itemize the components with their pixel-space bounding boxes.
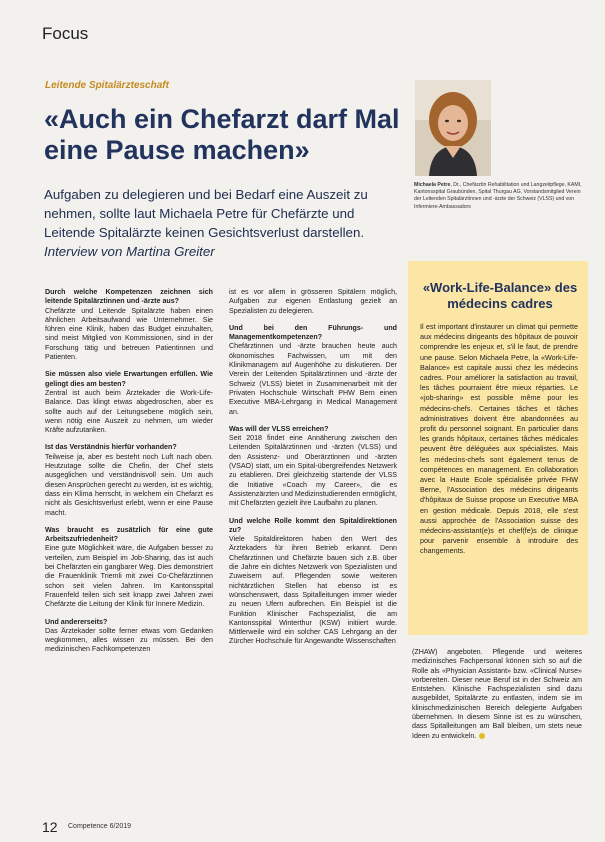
answer: Zentral ist auch beim Ärztekader die Work-Life-Balance. Das klingt etwas abgedroschen, aber es sollte auch auf der Leitungsebene möglich sein, wenn nötig eine Auszeit zu nehmen, um wieder Kräfte aufzutanken. (45, 388, 213, 435)
answer: Viele Spitaldirektoren haben den Wert des Ärztekaders für ihren Betrieb erkannt. Denn Chefärztinnen und Chefärzte bauen sich z.B. über die Jahre ein dichtes Netzwerk von Spezialisten und Zuweisern auf. Pflegenden sowie weiteren nichtärztlichen Stellen hat ebenso ist es wünschenswert, dass Spitalleitungen immer wieder zu neuen Ufern aufbrechen. Ein Beispiel ist die Funktion Klinischer Fachspezialist, die am Kantonsspital Winterthur (KSW) initiiert wurde. Mittlerweile wird ein solcher CAS Lehrgang an der Zürcher Hochschule für Angewandte Wissenschaften (229, 535, 397, 646)
answer: Chefärztinnen und -ärzte brauchen heute auch ökonomisches Fachwissen, um mit den Klinikmanagern auf Augenhöhe zu diskutieren. Der Verein der Leitenden Spitalärztinnen und -ärzte der Schweiz (VLSS) bietet in Zusammenarbeit mit der Privaten Hochschule Wirtschaft PHW Bern einen Executive MBA-Lehrgang in Medical Management an. (229, 342, 397, 416)
page-number: 12 (42, 819, 58, 835)
answer: Chefärzte und Leitende Spitalärzte haben einen ähnlichen Arbeitsaufwand wie Unternehmer. Sie führen eine Klinik, haben das Budget einzuhalten, sind meist Mitglied von Kommissionen, sind in der Forschung tätig und betreuen Patientinnen und Patienten. (45, 306, 213, 362)
info-box-title: «Work-Life-Balance» des médecins cadres (422, 280, 578, 311)
question: Sie müssen also viele Erwartungen erfüllen. Wie gelingt dies am besten? (45, 370, 213, 388)
question: Ist das Verständnis hierfür vorhanden? (45, 443, 177, 452)
article-column-3 (412, 648, 582, 741)
answer: Das Ärztekader sollte ferner etwas vom Gedanken wegkommen, alles wissen zu müssen. Bei den medizinischen Fachkompetenzen (45, 626, 213, 654)
portrait-photo (415, 80, 491, 176)
caption-text: , Dr., Chefärztin Rehabilitation und Langzeitpflege, KAMI, Kantonsspital Graubünden, Spital Thurgau AG, Vorstandsmitglied Verein der Leitenden Spitalärztinnen und -ärzte der Schweiz (VLSS) und von Infermiere-Ambassadors (414, 182, 582, 210)
question: Was will der VLSS erreichen? (229, 424, 329, 433)
caption-name: Michaela Petre (414, 182, 451, 188)
portrait-caption (414, 182, 584, 211)
headline: «Auch ein Chefarzt darf Mal eine Pause machen» (44, 104, 400, 165)
article-column-1 (45, 288, 213, 655)
lead-text: Aufgaben zu delegieren und bei Bedarf eine Auszeit zu nehmen, sollte laut Michaela Petre für Chefärzte und Leitende Spitalärzte keinen Gesichtsverlust darstellen. (44, 187, 368, 240)
question: Durch welche Kompetenzen zeichnen sich leitende Spitalärztinnen und -ärzte aus? (45, 288, 213, 306)
magazine-issue: Competence 6/2019 (68, 823, 132, 830)
lead (44, 185, 389, 261)
question: Und bei den Führungs- und Managementkompetenzen? (229, 323, 397, 342)
section-label: Focus (42, 24, 89, 43)
answer: (ZHAW) angeboten. Pflegende und weiteres medizinisches Fachpersonal können sich so auf die Rolle als «Physician Assistant» bzw. «Clinical Nurse» vorbereiten. Dieser neue Beruf ist in der Schweiz am Entstehen. Klinische Fachspezialisten sind dazu ausgebildet, Spitalärzte zu entlasten, indem sie im klinischmedizinischen Bereich delegierte Aufgaben übernehmen. In diesem Sinne ist es zu wünschen, dass Spitalleitungen am Ball bleiben, um stets neue Ideen zu entwickeln. (412, 648, 582, 740)
answer: Eine gute Möglichkeit wäre, die Aufgaben besser zu verteilen, zum Beispiel im Job-Sharing, das ist auch bei Chefärzten ein gangbarer Weg. Dies demonstriert die Frauenklinik Triemli mit zwei Co-Chefärztinnen schon seit vielen Jahren. Im Kantonsspital Frauenfeld teilen sich seit knapp zwei Jahren zwei Chefärzte die Leitung der Klinik für Innere Medizin. (45, 544, 213, 609)
end-mark-icon (479, 733, 485, 739)
answer: ist es vor allem in grösseren Spitälern möglich, Aufgaben zur eigenen Entlastung gezielt an Spezialisten zu delegieren. (229, 288, 397, 315)
question: Was braucht es zusätzlich für eine gute Arbeitszufriedenheit? (45, 525, 213, 544)
answer: Seit 2018 findet eine Annäherung zwischen den Leitenden Spitalärztinnen und -ärzten (VLSS) und den Assistenz- und Oberärztinnen und -ärzten (VSAO) statt, um ein Spital-übergreifendes Netzwerk zu etablieren. Drei gleichzeitig startende der VLSS die Initiative «Coach my Career», die es Assistenzärzten und Medizinstudierenden ermöglicht, mit Chefärzten gezielt ihre Laufbahn zu planen. (229, 434, 397, 508)
lead-author: Interview von Martina Greiter (44, 244, 215, 259)
question: Und andererseits? (45, 617, 108, 626)
portrait-illustration (415, 80, 491, 176)
info-box-text: Il est important d'instaurer un climat qui permette aux médecins dirigeants des hôpitaux de pouvoir comprendre les enjeux et, s'il le faut, de prendre une pause. Selon Michaela Petre, la «Work-Life-Balance» est capitale aussi chez les médecins cadres. Pour améliorer la satisfaction au travail, les tâches pourraient être mieux réparties. Le «job-sharing» est possible même pour les médecins-chefs. Certaines tâches et tâches administratives doivent être abandonnées au profit du personnel soignant. En particulier dans les grands hôpitaux, certaines tâches médicales peuvent être déléguées aux spécialistes. Mais les médecins-chefs sont également tenus de compétences en management. En collaboration avec la Haute Ecole spécialisée privée FHW Berne, l'Association des médecins dirigeants d'hôpitaux de Suisse propose un Executive MBA en gestion médicale. Depuis 2018, elle s'est aussi approchée de l'Association suisse des médecins-assistant(e)s et chef(fe)s de clinique pour parvenir ensemble à introduire des changements. (420, 322, 578, 556)
article-column-2 (229, 288, 397, 647)
question: Und welche Rolle kommt den Spitaldirektionen zu? (229, 516, 397, 534)
answer: Teilweise ja, aber es besteht noch Luft nach oben. Heutzutage sollte die Chefin, der Chef stets ausgeglichen und verständnisvoll sein. Um auch diesen Ansprüchen gerecht zu werden, ist es wichtig, dass ein Klima herrscht, in welchem ein Chefarzt es nicht als Gesichtsverlust erlebt, wenn er eine Pause macht. (45, 452, 213, 517)
kicker: Leitende Spitalärzteschaft (45, 80, 169, 91)
